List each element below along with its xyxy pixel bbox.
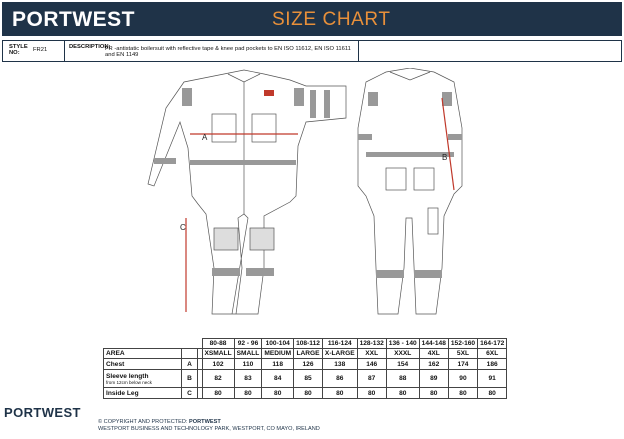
size-cell: XSMALL	[202, 349, 234, 359]
size-cell: 4XL	[419, 349, 448, 359]
value-cell: 86	[322, 370, 357, 388]
footer-logo: PORTWEST	[4, 405, 81, 420]
boilersuit-back-diagram	[350, 68, 470, 326]
size-cell: XXXL	[386, 349, 419, 359]
size-cell: LARGE	[294, 349, 323, 359]
area-note: from 12cm below neck	[106, 379, 152, 385]
brand-logo: PORTWEST	[12, 8, 135, 31]
product-info-bar	[2, 40, 622, 62]
header-bar	[2, 2, 622, 36]
description-text: FR -antistatic boilersuit with reflective tape & knee pad pockets to EN ISO 11612, EN ISO 11611 and EN 1149	[105, 46, 351, 58]
copyright-prefix: © COPYRIGHT AND PROTECTED:	[98, 419, 190, 425]
table-row	[104, 359, 507, 370]
range-cell: 80-88	[202, 339, 234, 349]
size-name-row	[104, 349, 507, 359]
page-title: SIZE CHART	[272, 9, 391, 30]
range-cell: 144-148	[419, 339, 448, 349]
size-range-row	[104, 339, 507, 349]
footer-address: WESTPORT BUSINESS AND TECHNOLOGY PARK, WESTPORT, CO MAYO, IRELAND	[98, 426, 320, 432]
value-cell: 87	[357, 370, 386, 388]
value-cell: 162	[419, 359, 448, 370]
area-code: C	[182, 388, 198, 399]
range-cell: 116-124	[322, 339, 357, 349]
description-label: DESCRIPTION:	[69, 44, 111, 50]
value-cell: 88	[386, 370, 419, 388]
range-cell: 152-160	[448, 339, 477, 349]
range-cell: 136 - 140	[386, 339, 419, 349]
area-code: A	[182, 359, 198, 370]
footer-copyright	[98, 419, 320, 433]
marker-b: B	[442, 153, 448, 162]
marker-c: C	[180, 223, 186, 232]
area-name: Inside Leg	[104, 388, 182, 399]
area-code: B	[182, 370, 198, 388]
value-cell: 80	[202, 388, 234, 399]
value-cell: 186	[478, 359, 507, 370]
range-cell: 164-172	[478, 339, 507, 349]
value-cell: 82	[202, 370, 234, 388]
size-cell: SMALL	[234, 349, 262, 359]
value-cell: 89	[419, 370, 448, 388]
range-cell: 100-104	[262, 339, 294, 349]
size-table	[103, 338, 507, 399]
range-cell: 108-112	[294, 339, 323, 349]
value-cell: 110	[234, 359, 262, 370]
value-cell: 146	[357, 359, 386, 370]
value-cell: 80	[478, 388, 507, 399]
value-cell: 80	[234, 388, 262, 399]
value-cell: 118	[262, 359, 294, 370]
value-cell: 138	[322, 359, 357, 370]
size-cell: MEDIUM	[262, 349, 294, 359]
area-name-cell	[104, 370, 182, 388]
value-cell: 80	[262, 388, 294, 399]
value-cell: 91	[478, 370, 507, 388]
value-cell: 80	[294, 388, 323, 399]
value-cell: 80	[419, 388, 448, 399]
marker-a: A	[202, 133, 208, 142]
value-cell: 80	[448, 388, 477, 399]
value-cell: 90	[448, 370, 477, 388]
style-cell	[3, 41, 65, 61]
blank-cell	[182, 349, 198, 359]
range-cell: 128-132	[357, 339, 386, 349]
value-cell: 83	[234, 370, 262, 388]
style-number: FR21	[33, 47, 48, 53]
value-cell: 80	[357, 388, 386, 399]
size-cell: XXL	[357, 349, 386, 359]
value-cell: 154	[386, 359, 419, 370]
table-row	[104, 370, 507, 388]
description-cell	[65, 41, 359, 61]
value-cell: 102	[202, 359, 234, 370]
table-row	[104, 388, 507, 399]
value-cell: 174	[448, 359, 477, 370]
value-cell: 126	[294, 359, 323, 370]
copyright-brand: PORTWEST	[189, 419, 221, 425]
size-cell: 5XL	[448, 349, 477, 359]
area-name: Chest	[104, 359, 182, 370]
boilersuit-front-diagram	[140, 68, 350, 326]
size-cell: X-LARGE	[322, 349, 357, 359]
size-cell: 6XL	[478, 349, 507, 359]
value-cell: 80	[386, 388, 419, 399]
range-cell: 92 - 96	[234, 339, 262, 349]
area-header: AREA	[104, 349, 182, 359]
value-cell: 80	[322, 388, 357, 399]
value-cell: 84	[262, 370, 294, 388]
blank-cell	[104, 339, 198, 349]
style-label: STYLE NO:	[9, 44, 28, 56]
area-name: Sleeve length	[106, 372, 149, 380]
value-cell: 85	[294, 370, 323, 388]
